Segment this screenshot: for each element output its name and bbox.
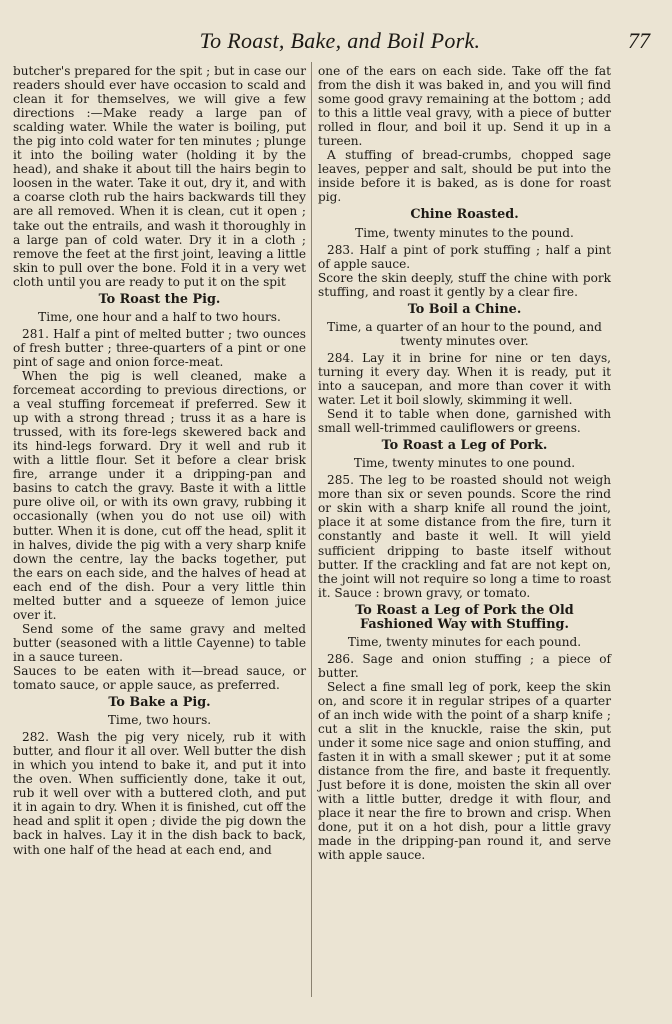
- column-divider: [311, 62, 312, 997]
- recipe-285: 285. The leg to be roasted should not weigh more than six or seven pounds. Score the rind or skin with a sharp knife all round the joint, place it at some distance from the fire, turn it constantly and baste it well. It will yield sufficient dripping to baste itself without butter. If the crackling and fat are not kept on, the joint will not require so long a time to roast it. Sauce : brown gravy, or tomato.: [318, 473, 611, 600]
- heading-bake-pig: To Bake a Pig.: [108, 695, 211, 711]
- running-title: To Roast, Bake, and Boil Pork.: [199, 28, 481, 53]
- heading-roast-leg: To Roast a Leg of Pork.: [381, 438, 548, 454]
- recipe-281-sauces: Sauces to be eaten with it—bread sauce, or tomato sauce, or apple sauce, as preferred.: [13, 663, 306, 693]
- recipe-284: 284. Lay it in brine for nine or ten days, turning it every day. When it is ready, put it into a saucepan, and more than cover it with water. Let it boil slowly, skimming it well.: [318, 350, 611, 408]
- recipe-282-stuffing: A stuffing of bread-crumbs, chopped sage leaves, pepper and salt, should be put into the inside before it is baked, as is done for roast pig.: [318, 148, 611, 205]
- time-chine-roasted: Time, twenty minutes to the pound.: [355, 225, 574, 240]
- recipe-283-ingredients: 283. Half a pint of pork stuffing ; half a pint of apple sauce.: [318, 242, 611, 271]
- time-old-fashioned-leg: Time, twenty minutes for each pound.: [347, 634, 582, 649]
- right-column: [318, 64, 611, 863]
- time-roast-leg: Time, twenty minutes to one pound.: [353, 456, 576, 471]
- time-boil-chine: Time, a quarter of an hour to the pound, and twenty minutes over.: [327, 319, 602, 348]
- recipe-281-method: When the pig is well cleaned, make a forcemeat according to previous directions, or a veal stuffing forcemeat if preferred. Sew it up with a strong thread ; truss it as a hare is trussed, with its fore-legs skewered back and its hind-legs forward. Dry it well and rub it with a little flour. Set it before a clear brisk fire, arrange under it a dripping-pan and basins to catch the gravy. Baste it with a little pure olive oil, or with its own gravy, rubbing it occasionally (when you do not use oil) with butter. When it is done, cut off the head, split it in halves, divide the pig with a very sharp knife down the centre, lay the backs together, put the ears on each side, and the halves of head at each end of the dish. Pour a very little thin melted butter and a squeeze of lemon juice over it.: [13, 368, 306, 622]
- time-roast-pig: Time, one hour and a half to two hours.: [38, 309, 281, 324]
- left-column: [13, 64, 306, 857]
- recipe-282-continued: one of the ears on each side. Take off the fat from the dish it was baked in, and you will find some good gravy remaining at the bottom ; add to this a little veal gravy, with a piece of butter rolled in flour, and boil it up. Send it up in a tureen.: [318, 64, 611, 149]
- page-number: 77: [628, 28, 650, 53]
- recipe-284-serve: Send it to table when done, garnished with small well-trimmed cauliflowers or greens.: [318, 407, 611, 436]
- heading-chine-roasted: Chine Roasted.: [410, 207, 519, 223]
- heading-roast-pig: To Roast the Pig.: [98, 291, 221, 307]
- heading-old-fashioned-leg: To Roast a Leg of Pork the Old Fashioned Way with Stuffing.: [355, 602, 574, 632]
- heading-boil-chine: To Boil a Chine.: [407, 301, 522, 317]
- recipe-283-method: Score the skin deeply, stuff the chine with pork stuffing, and roast it gently by a clear fire.: [318, 270, 611, 299]
- recipe-282: 282. Wash the pig very nicely, rub it with butter, and flour it all over. Well butter the dish in which you intend to bake it, and put it into the oven. When sufficiently done, take it out, rub it well over with a buttered cloth, and put it in again to dry. When it is finished, cut off the head and split it open ; divide the pig down the back in halves. Lay it in the dish back to back, with one half of the head at each end, and: [13, 730, 306, 857]
- recipe-286-method: Select a fine small leg of pork, keep the skin on, and score it in regular stripes of a quarter of an inch wide with the point of a sharp knife ; cut a slit in the knuckle, raise the skin, put under it some nice sage and onion stuffing, and fasten it in with a small skewer ; put it at some distance from the fire, and baste it frequently. Just before it is done, moisten the skin all over with a little butter, dredge it with flour, and place it near the fire to brown and crisp. When done, put it on a hot dish, pour a little gravy made in the dripping-pan round it, and serve with apple sauce.: [318, 679, 611, 863]
- time-bake-pig: Time, two hours.: [107, 713, 212, 728]
- recipe-286-ingredients: 286. Sage and onion stuffing ; a piece of butter.: [318, 651, 611, 680]
- intro-paragraph: butcher's prepared for the spit ; but in case our readers should ever have occasion to scald and clean it for themselves, we will give a few directions :—Make ready a large pan of scalding water. While the water is boiling, put the pig into cold water for ten minutes ; plunge it into the boiling water (holding it by the head), and shake it about till the hairs begin to loosen in the water. Take it out, dry it, and with a coarse cloth rub the hairs backwards till they are all removed. When it is clean, cut it open ; take out the entrails, and wash it thoroughly in a large pan of cold water. Dry it in a cloth ; remove the feet at the first joint, leaving a little skin to pull over the bone. Fold it in a very wet cloth until you are ready to put it on the spit: [13, 64, 306, 289]
- recipe-281-gravy: Send some of the same gravy and melted butter (seasoned with a little Cayenne) to table in a sauce tureen.: [13, 621, 306, 664]
- recipe-281-ingredients: 281. Half a pint of melted butter ; two ounces of fresh butter ; three-quarters of a pint or one pint of sage and onion force-meat.: [13, 326, 306, 369]
